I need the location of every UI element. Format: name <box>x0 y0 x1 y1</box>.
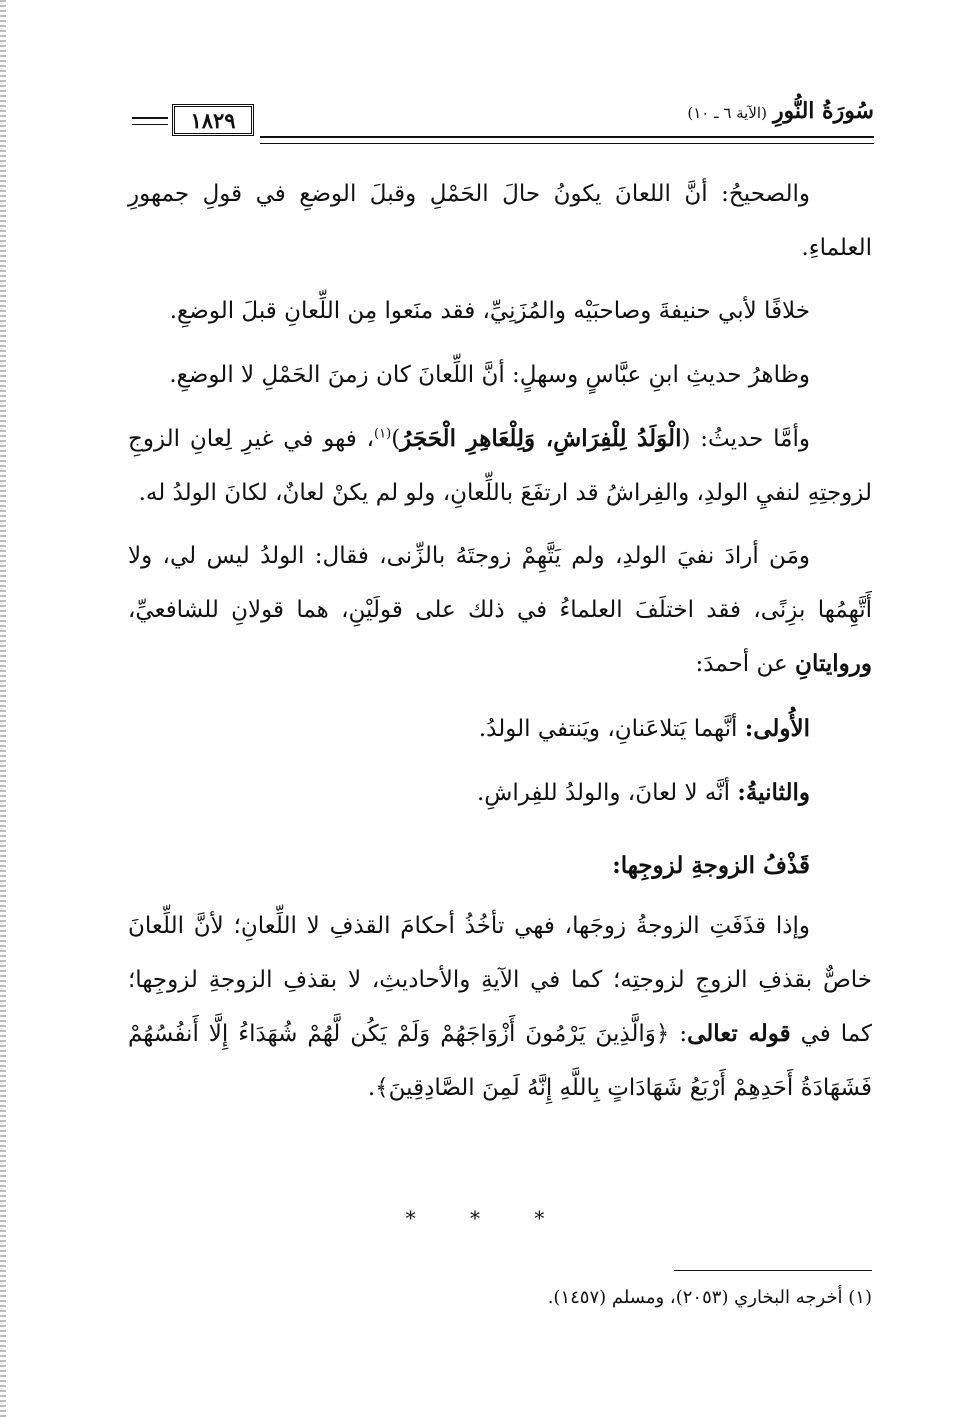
header-rule-right <box>260 136 874 144</box>
text-segment: : ﴿وَالَّذِينَ يَرْمُونَ أَزْوَاجَهُمْ وَلَمْ يَكُن لَّهُمْ شُهَدَاءُ إِلَّا أَنفُسُهُمْ فَشَهَادَةُ أَحَدِهِمْ أَرْبَعُ شَهَادَاتٍ بِاللَّهِ إِنَّهُ لَمِنَ الصَّادِقِينَ﴾. <box>128 1021 872 1101</box>
paragraph <box>128 168 872 275</box>
text-segment: وظاهرُ حديثِ ابنِ عبَّاسٍ وسهلٍ: أنَّ اللِّعانَ كان زمنَ الحَمْلِ لا الوضعِ. <box>169 361 810 388</box>
paragraph <box>128 766 872 821</box>
text-segment: وإذا قذَفَتِ الزوجةُ زوجَها، فهي تأخُذُ أحكامَ القذفِ لا اللِّعانِ؛ لأنَّ اللِّعانَ خاصٌّ بقذفِ الزوجِ لزوجتِه؛ كما في الآيةِ والأحاديثِ، لا بقذفِ الزوجةِ لزوجِها؛ كما في <box>128 913 873 1047</box>
text-segment: عن أحمدَ: <box>695 651 796 677</box>
header-rule-left <box>132 117 168 125</box>
paragraph <box>128 349 872 403</box>
paragraph <box>128 285 872 339</box>
footnote-marker: (١) <box>374 426 392 442</box>
paragraph <box>128 530 872 692</box>
bold-text: قوله تعالى <box>687 1020 791 1047</box>
paragraph <box>128 702 872 757</box>
paragraph-list <box>128 168 872 821</box>
bold-text: والثانيةُ: <box>737 779 810 806</box>
section-paragraph-list <box>128 900 872 1115</box>
paragraph <box>128 412 872 520</box>
text-segment: ) <box>391 426 401 452</box>
bold-text: الأُولى: <box>744 714 810 742</box>
paragraph <box>128 900 872 1115</box>
text-segment: خلافًا لأبي حنيفةَ وصاحبَيْه والمُزَنِيِّ، فقد منَعوا مِن اللِّعانِ قبلَ الوضعِ. <box>169 298 810 324</box>
text-segment: والصحيحُ: أنَّ اللعانَ يكونُ حالَ الحَمْلِ وقبلَ الوضعِ في قولِ جمهورِ العلماءِ. <box>128 181 872 261</box>
running-header <box>132 98 874 144</box>
text-segment: وأمَّا حديثُ: ( <box>681 426 811 452</box>
bold-text: الْوَلَدُ لِلْفِرَاشِ، وَلِلْعَاهِرِ الْحَجَرُ <box>400 425 682 452</box>
text-segment: أنَّهما يَتلاعَنانِ، ويَنتفي الولدُ. <box>478 715 745 742</box>
surah-title: سُورَةُ النُّورِ <box>772 98 874 124</box>
section-separator: * * * <box>405 1206 569 1230</box>
text-segment: أنَّه لا لعانَ، والولدُ للفِراشِ. <box>476 780 738 806</box>
page-number: ١٨٢٩ <box>190 107 236 133</box>
page-number-box <box>172 104 254 136</box>
text-segment: ، فهو في غيرِ لِعانِ الزوجِ لزوجتِهِ لنفيِ الولدِ، والفِراشُ قد ارتفَعَ باللِّعانِ، ولو لم يكنْ لعانٌ، لكانَ الولدُ له. <box>128 426 872 506</box>
footnote: (١) أخرجه البخاري (٢٠٥٣)، ومسلم (١٤٥٧). <box>547 1287 872 1308</box>
bold-text: وروايتانِ <box>795 650 872 677</box>
text-segment: ومَن أرادَ نفيَ الولدِ، ولم يَتَّهِمْ زوجتَهُ بالزِّنى، فقال: الولدُ ليس لي، ولا أَتَّهِمُها بزِنًى، فقد اختلَفَ العلماءُ في ذلك على قولَيْنِ، هما قولانِ للشافعيِّ، <box>128 543 872 623</box>
running-title <box>687 98 874 124</box>
verse-range: (الآية ٦ ـ ١٠) <box>687 104 767 122</box>
footnote-rule <box>674 1270 872 1271</box>
main-text <box>128 168 872 1125</box>
section-heading: قَذْفُ الزوجةِ لزوجِها: <box>612 851 810 879</box>
